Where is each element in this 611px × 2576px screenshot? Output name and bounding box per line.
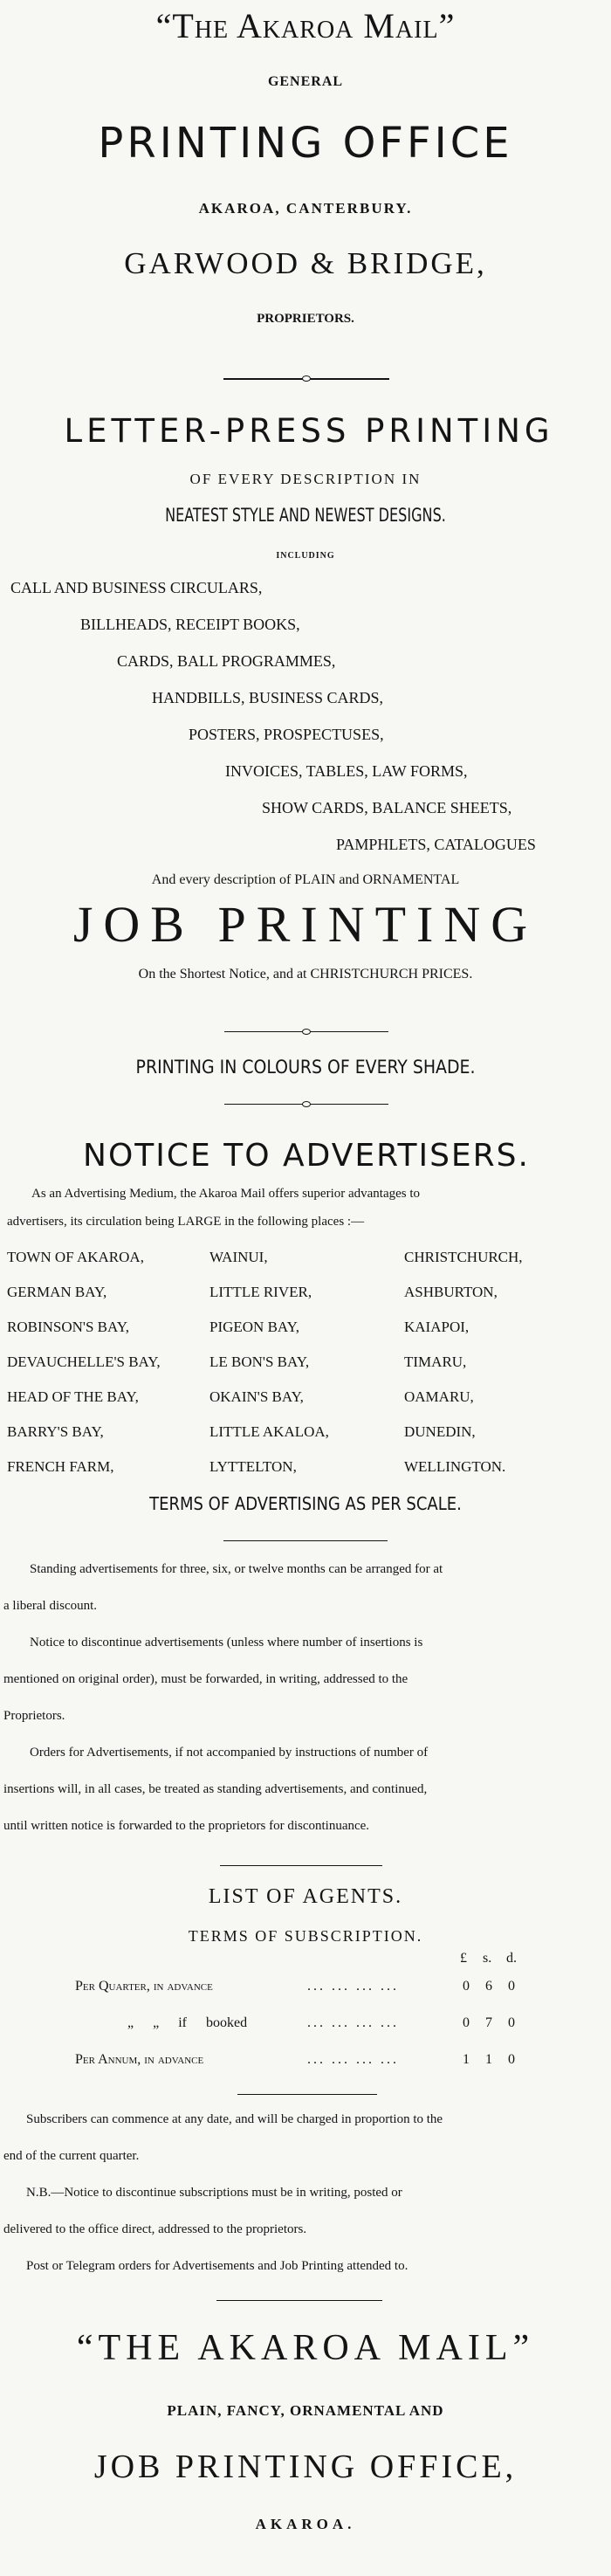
- service-item: INVOICES, TABLES, LAW FORMS,: [225, 762, 468, 780]
- letterpress-subtitle-2: NEATEST STYLE AND NEWEST DESIGNS.: [165, 505, 446, 526]
- place-name: ASHBURTON,: [404, 1284, 498, 1300]
- place-name: GERMAN BAY,: [7, 1284, 107, 1300]
- place-name: WAINUI,: [209, 1249, 268, 1265]
- job-printing-heading: JOB PRINTING: [72, 896, 539, 953]
- place-name: KAIAPOI,: [404, 1319, 470, 1335]
- notice-heading: NOTICE TO ADVERTISERS.: [83, 1138, 530, 1174]
- amount-shillings: 1: [485, 2052, 492, 2067]
- divider-ornament: [302, 375, 311, 382]
- place-name: FRENCH FARM,: [7, 1458, 114, 1475]
- place-name: OAMARU,: [404, 1388, 474, 1405]
- paragraph-line: insertions will, in all cases, be treated as standing advertisements, and continued,: [3, 1782, 428, 1796]
- paragraph-line: end of the current quarter.: [3, 2149, 140, 2163]
- paragraph-line: Notice to discontinue advertisements (unless where number of insertions is: [30, 1636, 423, 1650]
- amount-pence: 0: [508, 2015, 515, 2030]
- currency-pence: d.: [506, 1951, 517, 1966]
- divider-rule: [216, 2300, 382, 2301]
- leader-dots: ... ... ... ...: [307, 2052, 399, 2067]
- divider-rule: [220, 1865, 382, 1866]
- service-item: SHOW CARDS, BALANCE SHEETS,: [262, 799, 512, 816]
- place-name: ROBINSON'S BAY,: [7, 1319, 130, 1335]
- service-item: PAMPHLETS, CATALOGUES: [336, 836, 536, 853]
- subscription-label: Per Quarter, in advance: [75, 1979, 213, 1994]
- service-item: CALL AND BUSINESS CIRCULARS,: [10, 579, 263, 596]
- paragraph-line: until written notice is forwarded to the proprietors for discontinuance.: [3, 1819, 370, 1833]
- place-name: DUNEDIN,: [404, 1423, 476, 1440]
- paragraph-line: Subscribers can commence at any date, and will be charged in proportion to the: [26, 2112, 443, 2126]
- amount-pence: 0: [508, 2052, 515, 2067]
- place-name: TOWN OF AKAROA,: [7, 1249, 144, 1265]
- including-label: INCLUDING: [276, 551, 335, 561]
- divider-ornament: [302, 1029, 311, 1035]
- place-name: LITTLE AKALOA,: [209, 1423, 329, 1440]
- place-name: LITTLE RIVER,: [209, 1284, 312, 1300]
- paragraph-line: Standing advertisements for three, six, or twelve months can be arranged for at: [30, 1562, 443, 1576]
- subscription-heading: TERMS OF SUBSCRIPTION.: [188, 1927, 423, 1945]
- location-line: AKAROA, CANTERBURY.: [198, 200, 413, 217]
- paragraph-line: mentioned on original order), must be forwarded, in writing, addressed to the: [3, 1672, 408, 1686]
- place-name: OKAIN'S BAY,: [209, 1388, 304, 1405]
- amount-pounds: 0: [463, 2015, 470, 2030]
- amount-pounds: 0: [463, 1979, 470, 1994]
- amount-shillings: 7: [485, 2015, 492, 2030]
- paragraph-line: N.B.—Notice to discontinue subscriptions must be in writing, posted or: [26, 2186, 402, 2200]
- currency-shillings: s.: [483, 1951, 492, 1966]
- place-name: PIGEON BAY,: [209, 1319, 299, 1335]
- footer-akaroa: AKAROA.: [255, 2516, 356, 2532]
- paragraph-line: Post or Telegram orders for Advertisements and Job Printing attended to.: [26, 2259, 408, 2273]
- shortest-notice-line: On the Shortest Notice, and at CHRISTCHURCH PRICES.: [138, 967, 473, 981]
- place-name: CHRISTCHURCH,: [404, 1249, 523, 1265]
- service-item: CARDS, BALL PROGRAMMES,: [117, 652, 336, 670]
- general-label: GENERAL: [267, 74, 344, 89]
- paragraph-line: delivered to the office direct, addressed to the proprietors.: [3, 2222, 307, 2236]
- every-description-line: And every description of PLAIN and ORNAMENTAL: [151, 872, 460, 887]
- place-name: HEAD OF THE BAY,: [7, 1388, 139, 1405]
- leader-dots: ... ... ... ...: [307, 2015, 399, 2030]
- amount-shillings: 6: [485, 1979, 492, 1994]
- subscription-label: Per Annum, in advance: [75, 2052, 204, 2067]
- service-item: HANDBILLS, BUSINESS CARDS,: [152, 689, 384, 706]
- printing-office-heading: PRINTING OFFICE: [98, 119, 513, 168]
- leader-dots: ... ... ... ...: [307, 1979, 399, 1994]
- letterpress-heading: LETTER-PRESS PRINTING: [64, 412, 554, 450]
- footer-title: “THE AKAROA MAIL”: [76, 2328, 535, 2368]
- service-item: POSTERS, PROSPECTUSES,: [189, 726, 384, 743]
- place-name: LYTTELTON,: [209, 1458, 297, 1475]
- amount-pence: 0: [508, 1979, 515, 1994]
- place-name: WELLINGTON.: [404, 1458, 506, 1475]
- notice-intro-line-1: As an Advertising Medium, the Akaroa Mail offers superior advantages to: [31, 1187, 421, 1201]
- place-name: TIMARU,: [404, 1353, 467, 1370]
- footer-plain-line: PLAIN, FANCY, ORNAMENTAL AND: [167, 2402, 444, 2419]
- proprietors-label: PROPRIETORS.: [257, 312, 354, 326]
- proprietor-names: GARWOOD & BRIDGE,: [124, 246, 487, 280]
- service-item: BILLHEADS, RECEIPT BOOKS,: [80, 616, 300, 633]
- divider-rule: [237, 2094, 377, 2095]
- amount-pounds: 1: [463, 2052, 470, 2067]
- terms-line: TERMS OF ADVERTISING AS PER SCALE.: [149, 1493, 462, 1514]
- place-name: DEVAUCHELLE'S BAY,: [7, 1353, 161, 1370]
- footer-job-office: JOB PRINTING OFFICE,: [93, 2449, 518, 2485]
- paragraph-line: a liberal discount.: [3, 1599, 98, 1613]
- currency-pounds: £: [460, 1951, 467, 1966]
- place-name: LE BON'S BAY,: [209, 1353, 310, 1370]
- divider-rule: [223, 1540, 388, 1541]
- colours-line: PRINTING IN COLOURS OF EVERY SHADE.: [135, 1057, 476, 1078]
- agents-heading: LIST OF AGENTS.: [208, 1885, 403, 1908]
- notice-intro-line-2: advertisers, its circulation being LARGE in the following places :—: [7, 1215, 365, 1229]
- place-name: BARRY'S BAY,: [7, 1423, 104, 1440]
- divider-ornament: [302, 1101, 311, 1107]
- masthead-title: “The Akaroa Mail”: [155, 6, 456, 45]
- paragraph-line: Proprietors.: [3, 1709, 65, 1723]
- paragraph-line: Orders for Advertisements, if not accompanied by instructions of number of: [30, 1746, 429, 1760]
- letterpress-subtitle-1: OF EVERY DESCRIPTION IN: [189, 471, 422, 487]
- subscription-label: „ „ if booked: [127, 2015, 248, 2030]
